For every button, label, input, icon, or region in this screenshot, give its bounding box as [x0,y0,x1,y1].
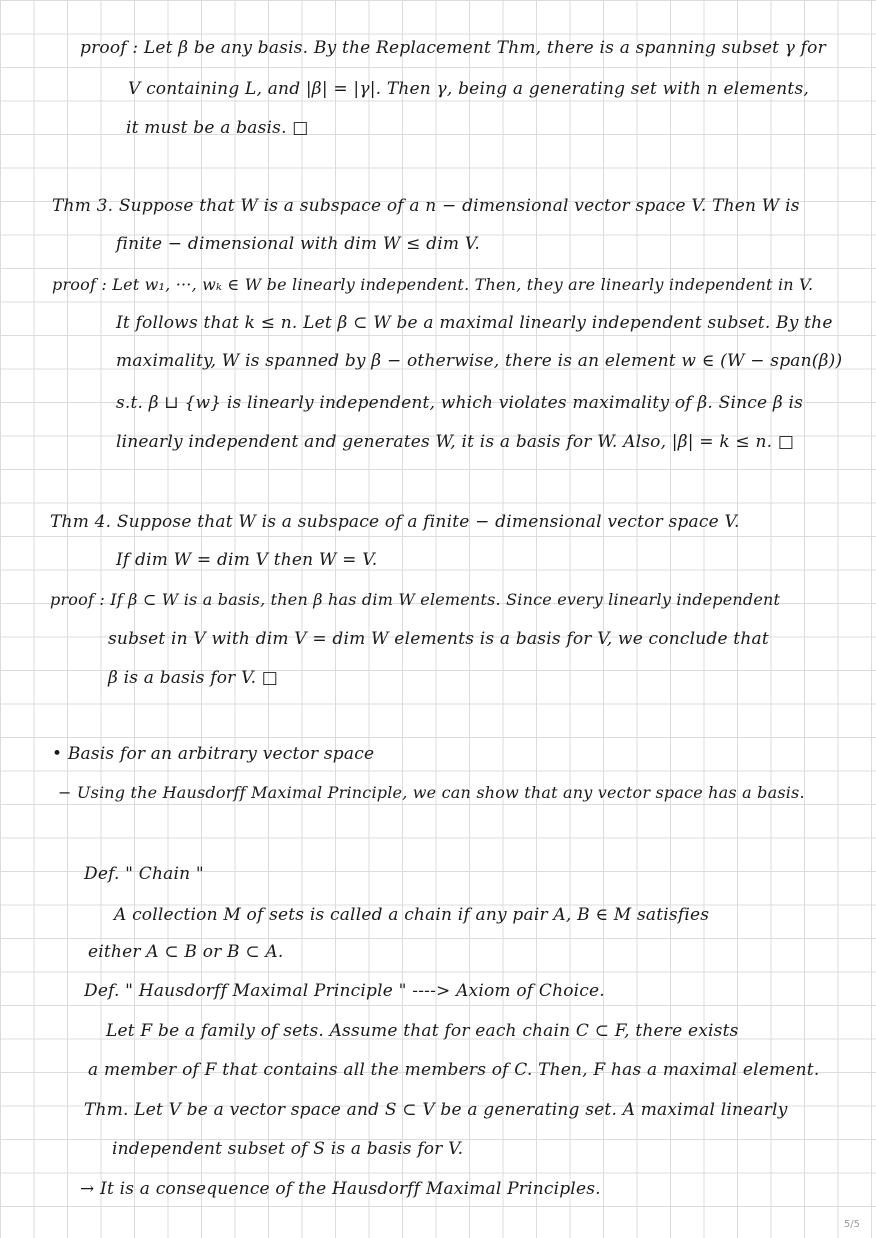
note-line: Thm. Let V be a vector space and S ⊂ V be a generating set. A maximal linearly [84,1100,788,1120]
note-line: s.t. β ⊔ {w} is linearly independent, which violates maximality of β. Since β is [116,393,804,413]
note-line: Def. " Hausdorff Maximal Principle " ----> Axiom of Choice. [84,981,605,1001]
note-line: proof : Let β be any basis. By the Replacement Thm, there is a spanning subset γ for [80,38,826,58]
note-line: • Basis for an arbitrary vector space [52,744,375,764]
note-line: It follows that k ≤ n. Let β ⊂ W be a maximal linearly independent subset. By the [116,313,833,333]
note-line: linearly independent and generates W, it is a basis for W. Also, |β| = k ≤ n. □ [116,432,795,452]
note-line: maximality, W is spanned by β − otherwise, there is an element w ∈ (W − span(β)) [116,351,843,371]
note-line: subset in V with dim V = dim W elements is a basis for V, we conclude that [108,629,769,649]
note-line: either A ⊂ B or B ⊂ A. [88,942,284,962]
note-line: Thm 3. Suppose that W is a subspace of a n − dimensional vector space V. Then W is [52,196,800,216]
note-line: Def. " Chain " [84,864,204,884]
note-line: V containing L, and |β| = |γ|. Then γ, being a generating set with n elements, [128,79,809,99]
note-line: finite − dimensional with dim W ≤ dim V. [116,234,480,254]
note-line: a member of F that contains all the members of C. Then, F has a maximal element. [88,1060,820,1080]
note-line: Thm 4. Suppose that W is a subspace of a finite − dimensional vector space V. [50,512,740,532]
note-line: proof : Let w₁, ···, wₖ ∈ W be linearly independent. Then, they are linearly independent in V. [52,275,814,294]
note-line: If dim W = dim V then W = V. [116,550,378,570]
note-line: → It is a consequence of the Hausdorff Maximal Principles. [80,1179,601,1199]
note-line: − Using the Hausdorff Maximal Principle, we can show that any vector space has a basis. [58,783,805,802]
note-line: it must be a basis. □ [126,118,309,138]
note-line: A collection M of sets is called a chain if any pair A, B ∈ M satisfies [114,905,710,925]
page-number: 5/5 [843,1219,860,1230]
note-line: proof : If β ⊂ W is a basis, then β has dim W elements. Since every linearly independent [50,590,781,609]
note-line: β is a basis for V. □ [108,668,279,688]
note-line: independent subset of S is a basis for V. [112,1139,464,1159]
note-line: Let F be a family of sets. Assume that for each chain C ⊂ F, there exists [106,1021,739,1041]
